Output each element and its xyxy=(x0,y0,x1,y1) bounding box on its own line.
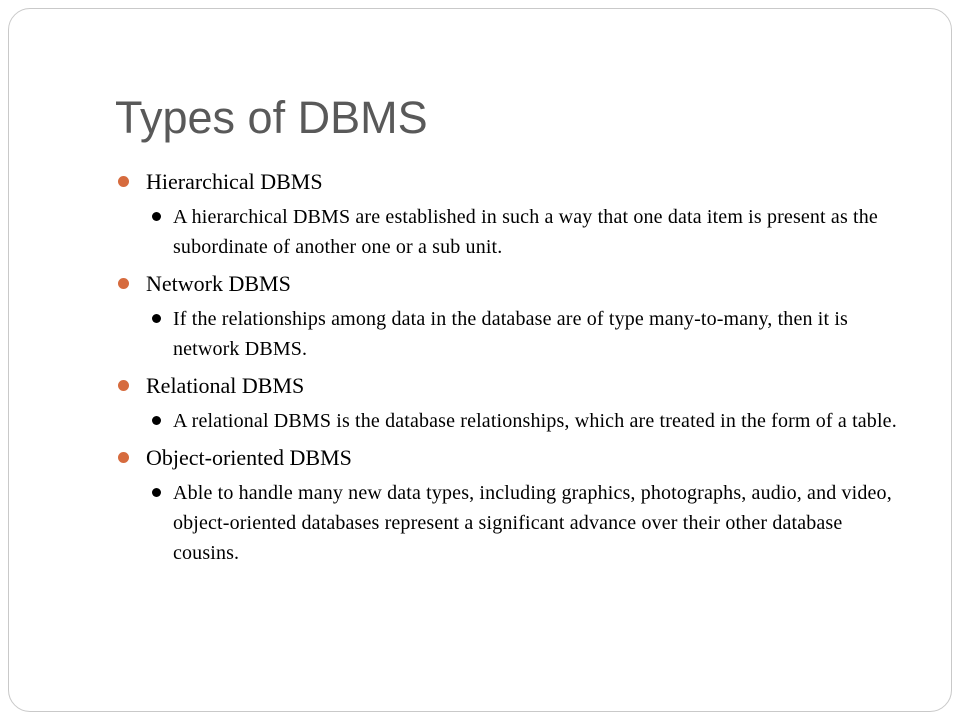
bullet-detail: If the relationships among data in the database are of type many-to-many, then it is network DBMS. xyxy=(173,308,848,360)
slide-title: Types of DBMS xyxy=(115,92,428,143)
sub-bullet-object-oriented-dbms xyxy=(140,478,906,568)
bullet-dot-icon xyxy=(118,176,129,187)
sub-bullet-dot-icon xyxy=(152,212,161,221)
bullet-heading: Hierarchical DBMS xyxy=(146,169,323,194)
sub-bullet-relational-dbms xyxy=(140,406,906,436)
bullet-object-oriented-dbms xyxy=(116,441,906,475)
sub-bullet-dot-icon xyxy=(152,314,161,323)
bullet-heading: Network DBMS xyxy=(146,271,291,296)
bullet-dot-icon xyxy=(118,380,129,391)
sub-bullet-network-dbms xyxy=(140,304,906,364)
bullet-heading: Object-oriented DBMS xyxy=(146,445,352,470)
bullet-dot-icon xyxy=(118,278,129,289)
slide-frame xyxy=(8,8,952,712)
bullet-relational-dbms xyxy=(116,369,906,403)
bullet-detail: A hierarchical DBMS are established in such a way that one data item is present as the subordinate of another one or a sub unit. xyxy=(173,206,878,258)
sub-bullet-dot-icon xyxy=(152,416,161,425)
bullet-detail: A relational DBMS is the database relationships, which are treated in the form of a table. xyxy=(173,410,897,432)
bullet-dot-icon xyxy=(118,452,129,463)
sub-bullet-hierarchical-dbms xyxy=(140,202,906,262)
bullet-detail: Able to handle many new data types, including graphics, photographs, audio, and video, object-oriented databases represent a significant advance over their other database cousins. xyxy=(173,482,892,564)
bullet-heading: Relational DBMS xyxy=(146,373,305,398)
bullet-list xyxy=(116,165,906,568)
bullet-hierarchical-dbms xyxy=(116,165,906,199)
sub-bullet-dot-icon xyxy=(152,488,161,497)
bullet-network-dbms xyxy=(116,267,906,301)
